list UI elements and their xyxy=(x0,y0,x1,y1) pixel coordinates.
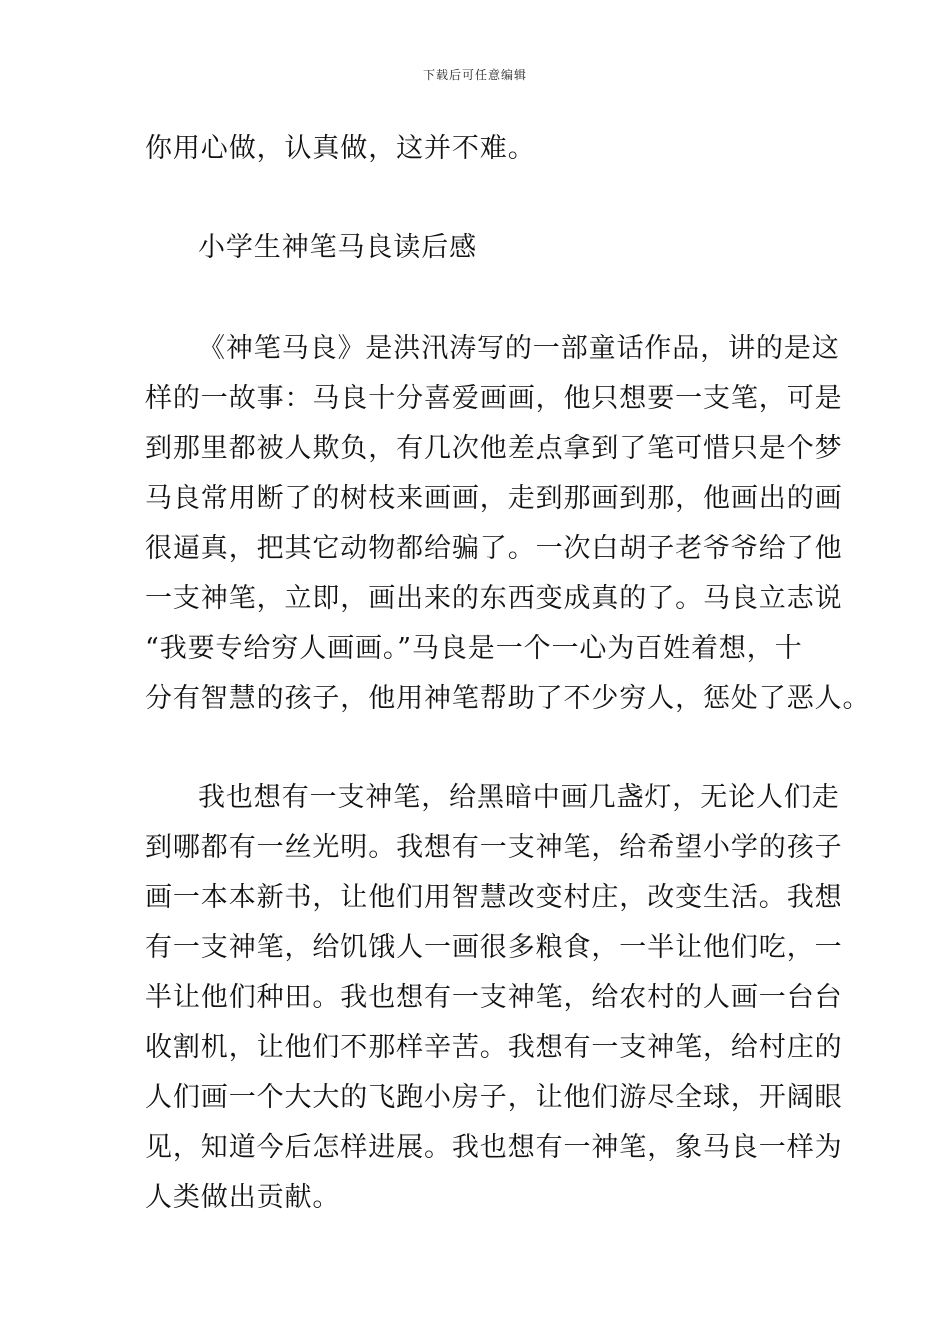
paragraph-line: 我也想有一支神笔，给黑暗中画几盏灯，无论人们走 xyxy=(198,782,840,813)
paragraph-line: 你用心做，认真做，这并不难。 xyxy=(145,133,536,164)
paragraph-line: 见，知道今后怎样进展。我也想有一神笔，象马良一样为 xyxy=(145,1132,843,1163)
paragraph-line: 收割机，让他们不那样辛苦。我想有一支神笔，给村庄的 xyxy=(145,1032,843,1063)
paragraph-line: 人类做出贡献。 xyxy=(145,1182,341,1213)
paragraph-line: 半让他们种田。我也想有一支神笔，给农村的人画一台台 xyxy=(145,982,843,1013)
paragraph-line: 一支神笔，立即，画出来的东西变成真的了。马良立志说 xyxy=(145,583,843,614)
paragraph-line: 样的一故事：马良十分喜爱画画，他只想要一支笔，可是 xyxy=(145,383,843,414)
paragraph-line: 到哪都有一丝光明。我想有一支神笔，给希望小学的孩子 xyxy=(145,832,843,863)
paragraph-line: 有一支神笔，给饥饿人一画很多粮食，一半让他们吃，一 xyxy=(145,932,843,963)
paragraph-line: 马良常用断了的树枝来画画，走到那画到那，他画出的画 xyxy=(145,483,843,514)
paragraph-line: 人们画一个大大的飞跑小房子，让他们游尽全球，开阔眼 xyxy=(145,1082,843,1113)
paragraph-line: 分有智慧的孩子，他用神笔帮助了不少穷人，惩处了恶人。 xyxy=(145,683,871,714)
page-header: 下载后可任意编辑 xyxy=(422,68,527,82)
paragraph-line: 《神笔马良》是洪汛涛写的一部童话作品，讲的是这 xyxy=(198,333,840,364)
paragraph-line: “我要专给穷人画画。”马良是一个一心为百姓着想，十 xyxy=(145,633,803,664)
article-title: 小学生神笔马良读后感 xyxy=(198,232,477,263)
paragraph-line: 画一本本新书，让他们用智慧改变村庄，改变生活。我想 xyxy=(145,882,843,913)
paragraph-line: 很逼真，把其它动物都给骗了。一次白胡子老爷爷给了他 xyxy=(145,533,843,564)
paragraph-line: 到那里都被人欺负，有几次他差点拿到了笔可惜只是个梦 xyxy=(145,433,843,464)
